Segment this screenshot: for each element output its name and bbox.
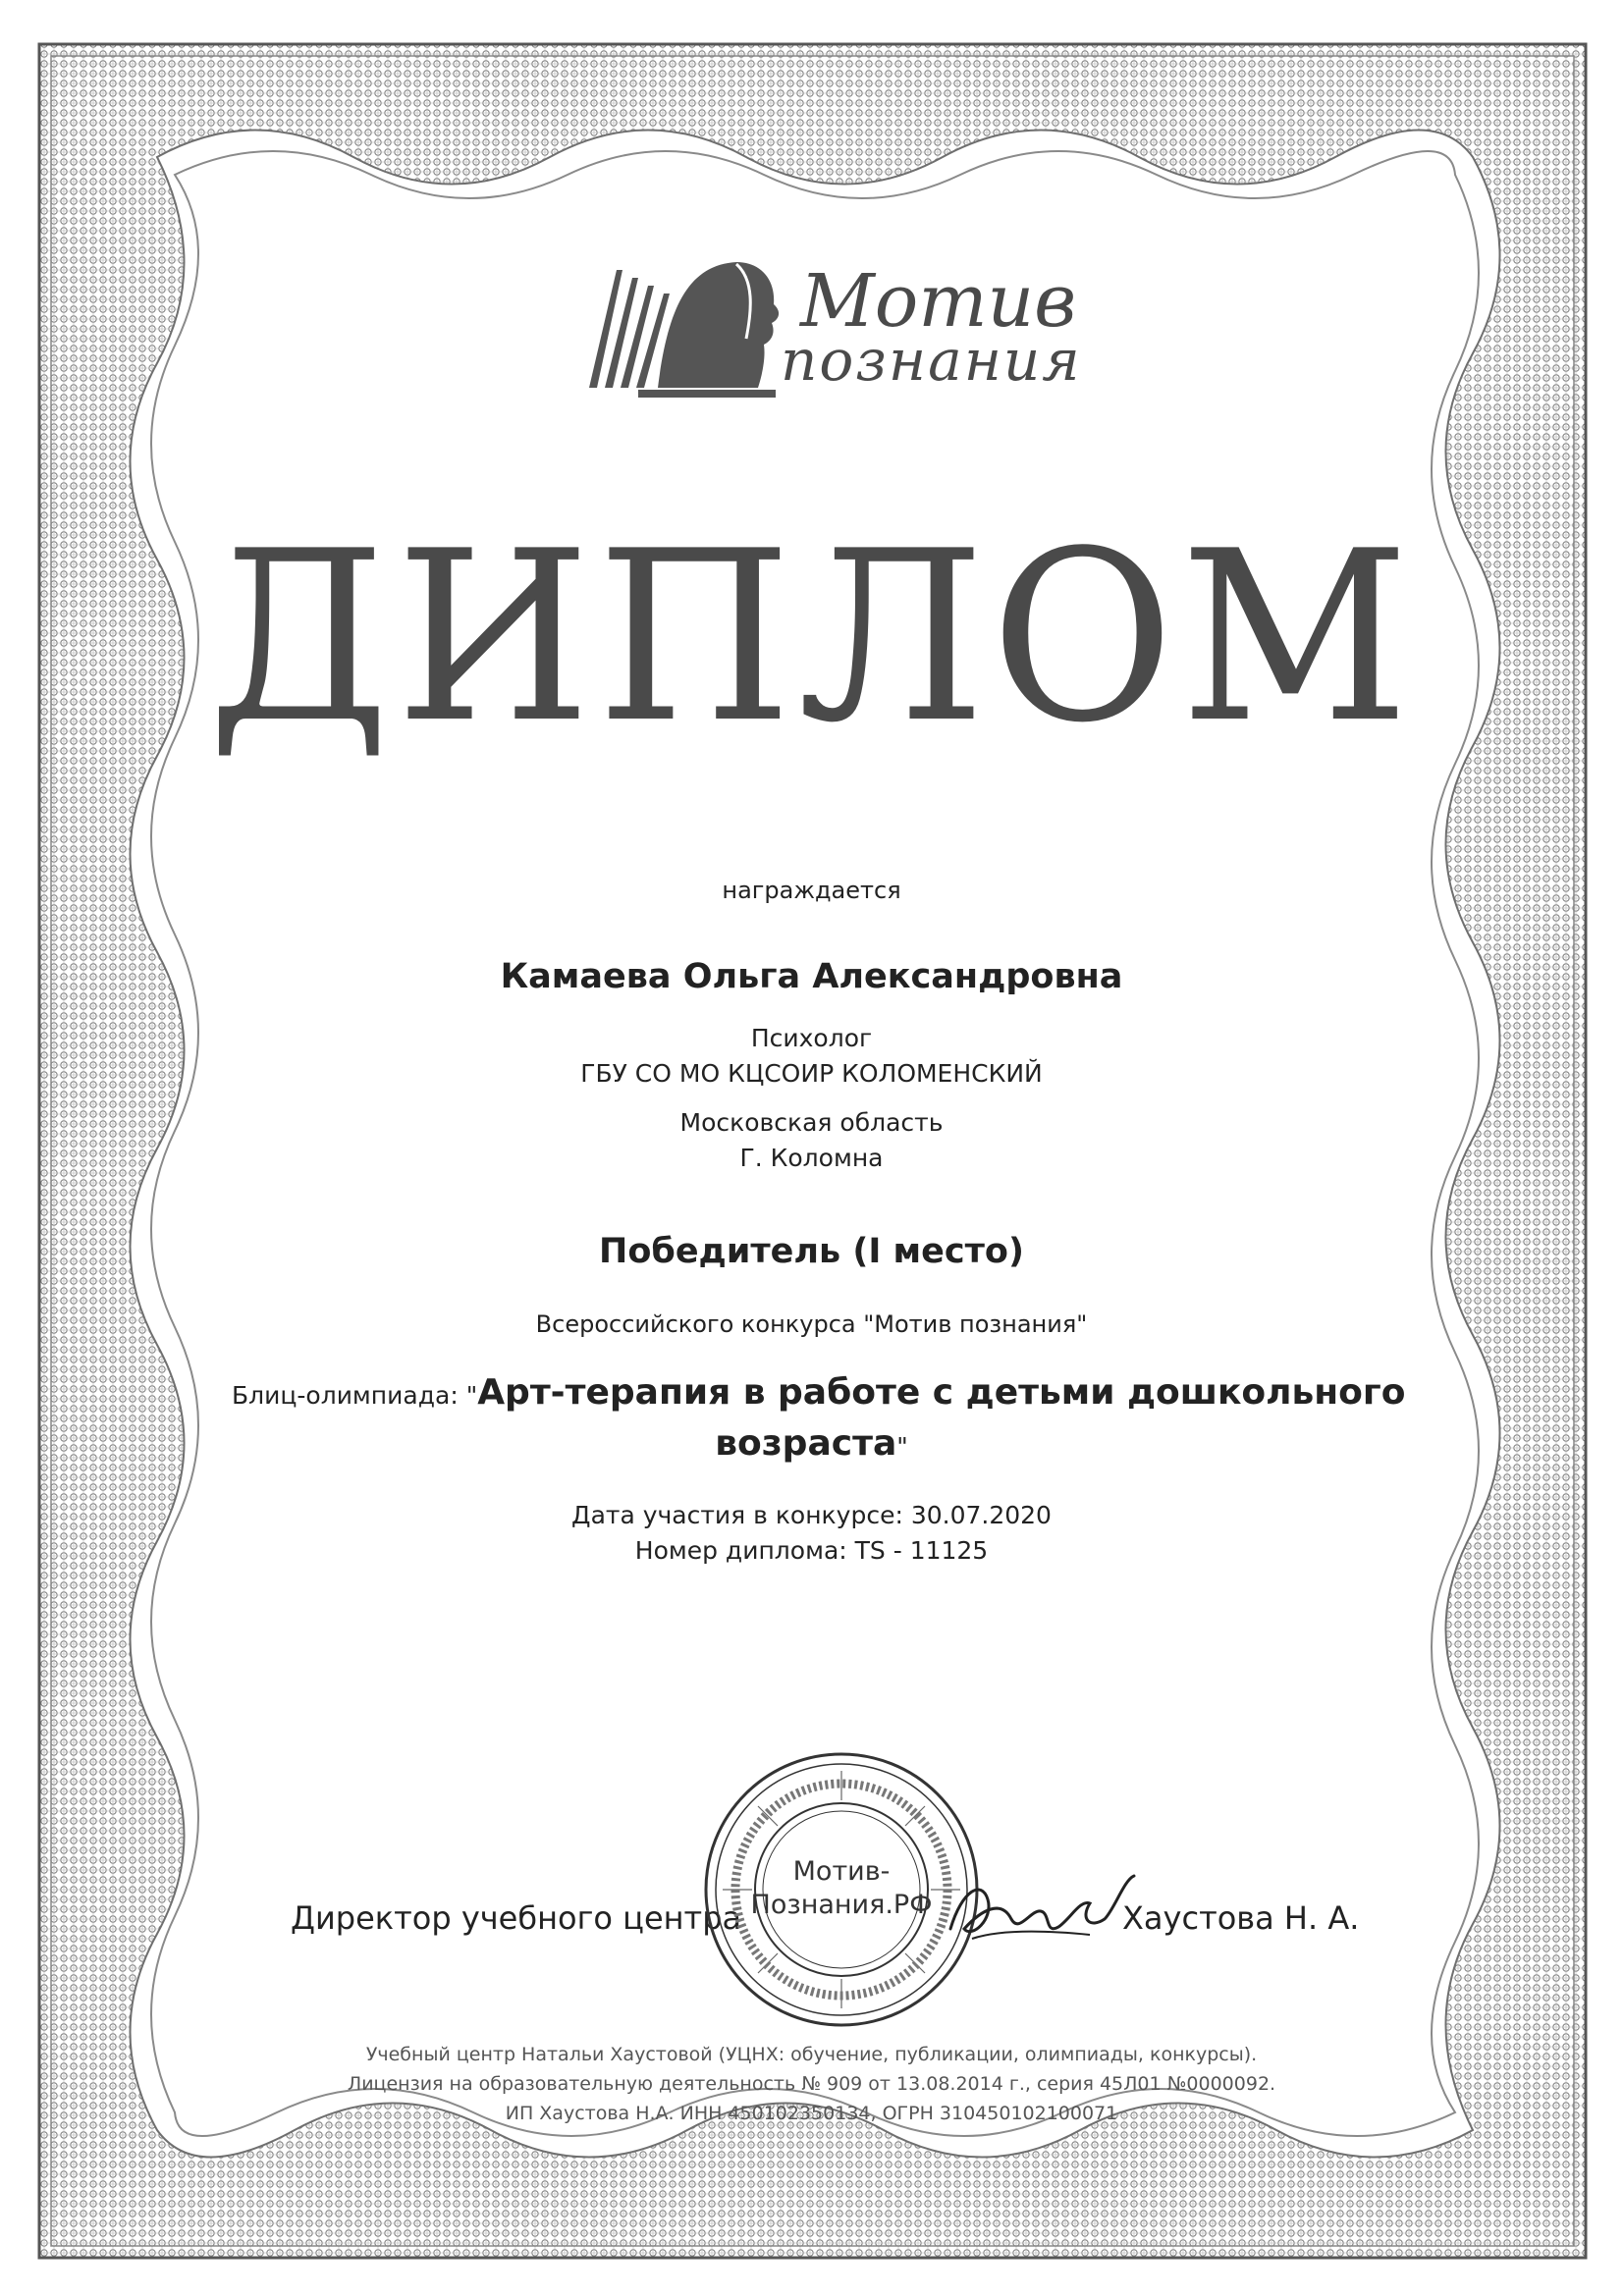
footer-legal <box>0 2040 1623 2128</box>
olympiad-topic-line2: возраста <box>715 1423 897 1464</box>
olympiad-topic-line1: Арт-терапия в работе с детьми дошкольного <box>477 1372 1406 1413</box>
olympiad-label: Блиц-олимпиада: <box>232 1381 466 1410</box>
recipient-city: Г. Коломна <box>739 1144 884 1172</box>
olympiad-quote-open: " <box>465 1381 478 1410</box>
stamp-center-text <box>699 1855 984 1922</box>
diploma-number: Номер диплома: TS - 11125 <box>634 1536 989 1565</box>
awarded-label: награждается <box>722 877 901 904</box>
director-role: Директор учебного центра <box>291 1899 742 1937</box>
participation-date: Дата участия в конкурсе: 30.07.2020 <box>571 1501 1052 1529</box>
participation-info <box>0 1498 1623 1569</box>
recipient-position: Психолог <box>750 1024 873 1052</box>
logo-line1: Мотив <box>800 259 1077 344</box>
logo-line2: познания <box>781 327 1082 394</box>
recipient-organization: ГБУ СО МО КЦСОИР КОЛОМЕНСКИЙ <box>580 1059 1043 1088</box>
logo-wordmark <box>781 259 1082 394</box>
footer-line2: Лицензия на образовательную деятельность № 909 от 13.08.2014 г., серия 45Л01 №0000092. <box>347 2073 1276 2095</box>
director-name: Хаустова Н. А. <box>1122 1899 1360 1937</box>
diploma-title: ДИПЛОМ <box>207 500 1416 774</box>
olympiad-quote-close: " <box>896 1432 908 1461</box>
stamp-line1: Мотив- <box>792 1856 891 1887</box>
footer-line3: ИП Хаустова Н.А. ИНН 450102350134, ОГРН 310450102100071 <box>505 2103 1118 2124</box>
handwritten-signature <box>943 1870 1139 1958</box>
recipient-region: Московская область <box>679 1108 944 1137</box>
olympiad-line <box>232 1367 1439 1424</box>
olympiad-line2 <box>0 1418 1623 1475</box>
stamp-line2: Познания.РФ <box>750 1890 933 1920</box>
contest-name: Всероссийского конкурса "Мотив познания" <box>535 1310 1088 1338</box>
award-place: Победитель (I место) <box>599 1232 1024 1271</box>
recipient-name: Камаева Ольга Александровна <box>500 957 1123 996</box>
footer-line1: Учебный центр Натальи Хаустовой (УЦНХ: обучение, публикации, олимпиады, конкурсы). <box>365 2044 1258 2065</box>
